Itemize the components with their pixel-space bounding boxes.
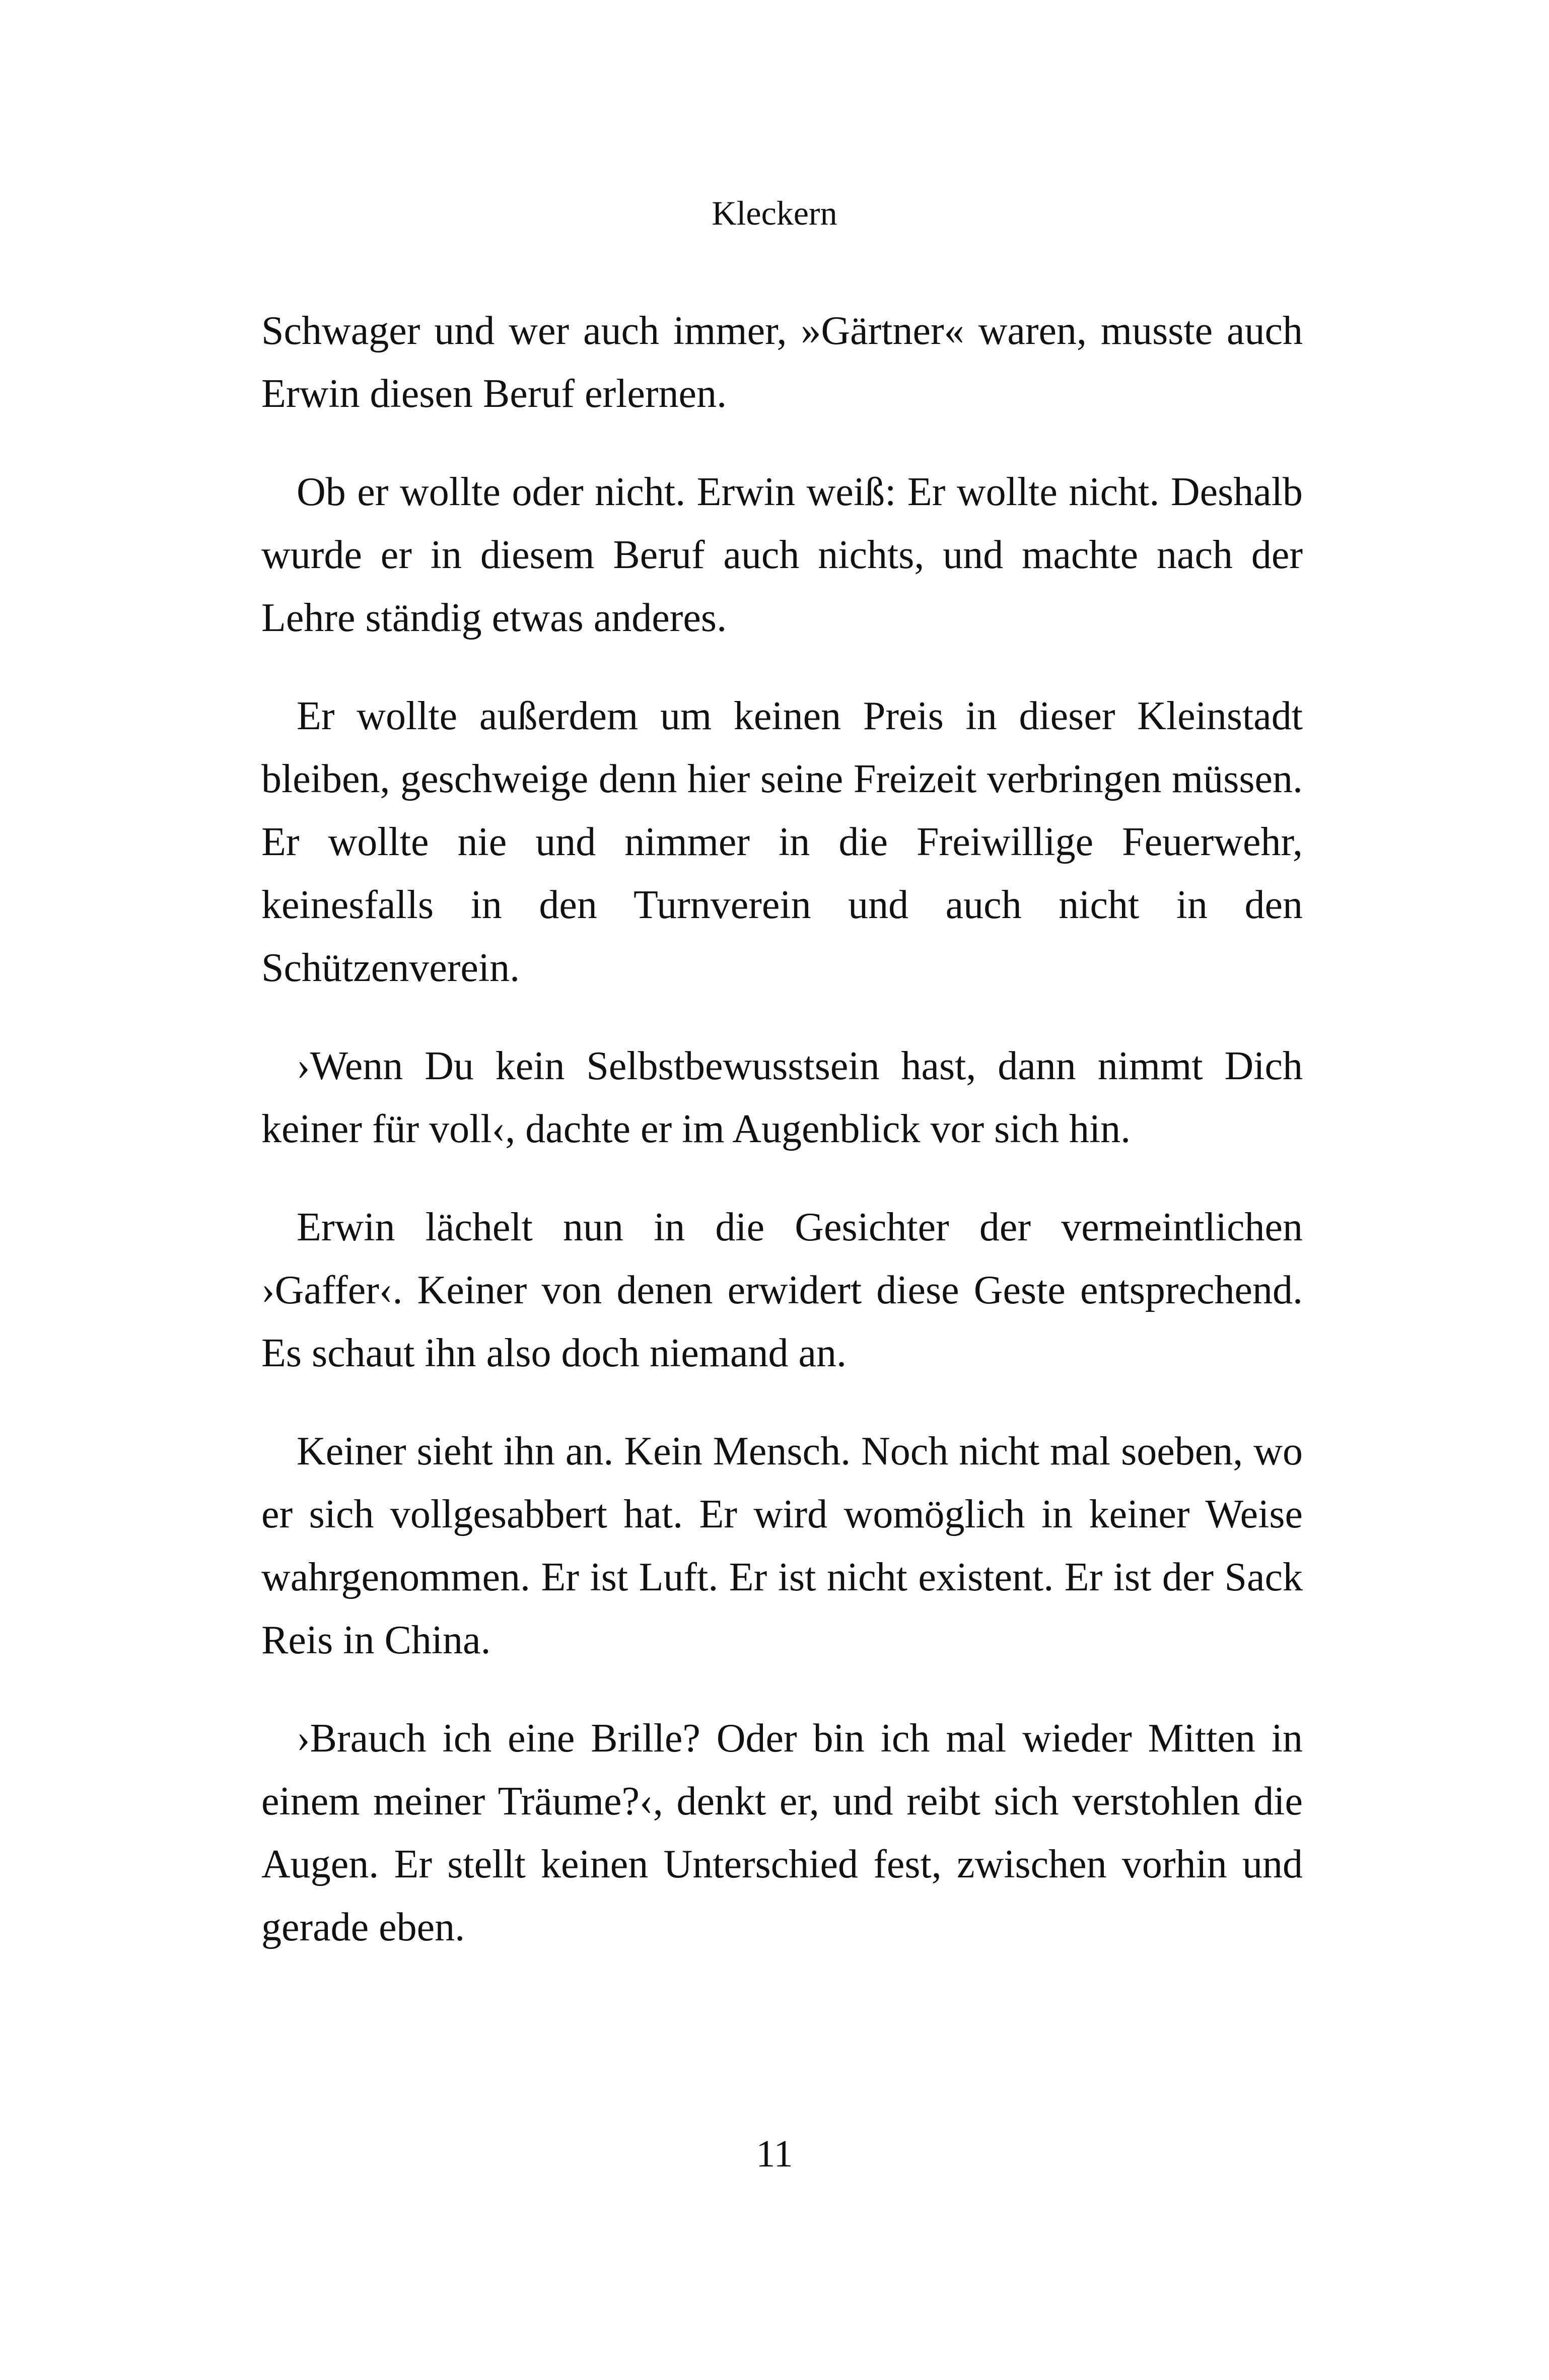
paragraph: Ob er wollte oder nicht. Erwin weiß: Er wollte nicht. Deshalb wurde er in diesem Beruf auch nichts, und machte nach der Lehre ständig etwas anderes.	[261, 470, 1303, 640]
paragraph: Erwin lächelt nun in die Gesichter der vermeintlichen ›Gaffer‹. Keiner von denen erwidert diese Geste entsprechend. Es schaut ihn also doch niemand an.	[261, 1205, 1303, 1375]
paragraph: Er wollte außerdem um keinen Preis in dieser Kleinstadt bleiben, geschweige denn hier seine Freizeit verbringen müssen. Er wollte nie und nimmer in die Freiwillige Feuerwehr, keinesfalls in den Turnverein und auch nicht in den Schützenverein.	[261, 694, 1303, 990]
paragraph: ›Brauch ich eine Brille? Oder bin ich mal wieder Mitten in einem meiner Träume?‹, denkt er, und reibt sich verstohlen die Augen. Er stellt keinen Unterschied fest, zwischen vorhin und gerade eben.	[261, 1716, 1303, 1949]
paragraph: ›Wenn Du kein Selbstbewusstsein hast, dann nimmt Dich keiner für voll‹, dachte er im Augenblick vor sich hin.	[261, 1044, 1303, 1151]
paragraph: Schwager und wer auch immer, »Gärtner« waren, musste auch Erwin diesen Beruf erlernen.	[261, 309, 1303, 416]
paragraph: Keiner sieht ihn an. Kein Mensch. Noch nicht mal soeben, wo er sich vollgesabbert hat. Er wird womöglich in keiner Weise wahrgenommen. Er ist Luft. Er ist nicht existent. Er ist der Sack Reis in China.	[261, 1429, 1303, 1662]
page-number: 11	[756, 2133, 793, 2175]
running-head: Kleckern	[712, 194, 837, 232]
body-text	[261, 300, 1303, 1994]
